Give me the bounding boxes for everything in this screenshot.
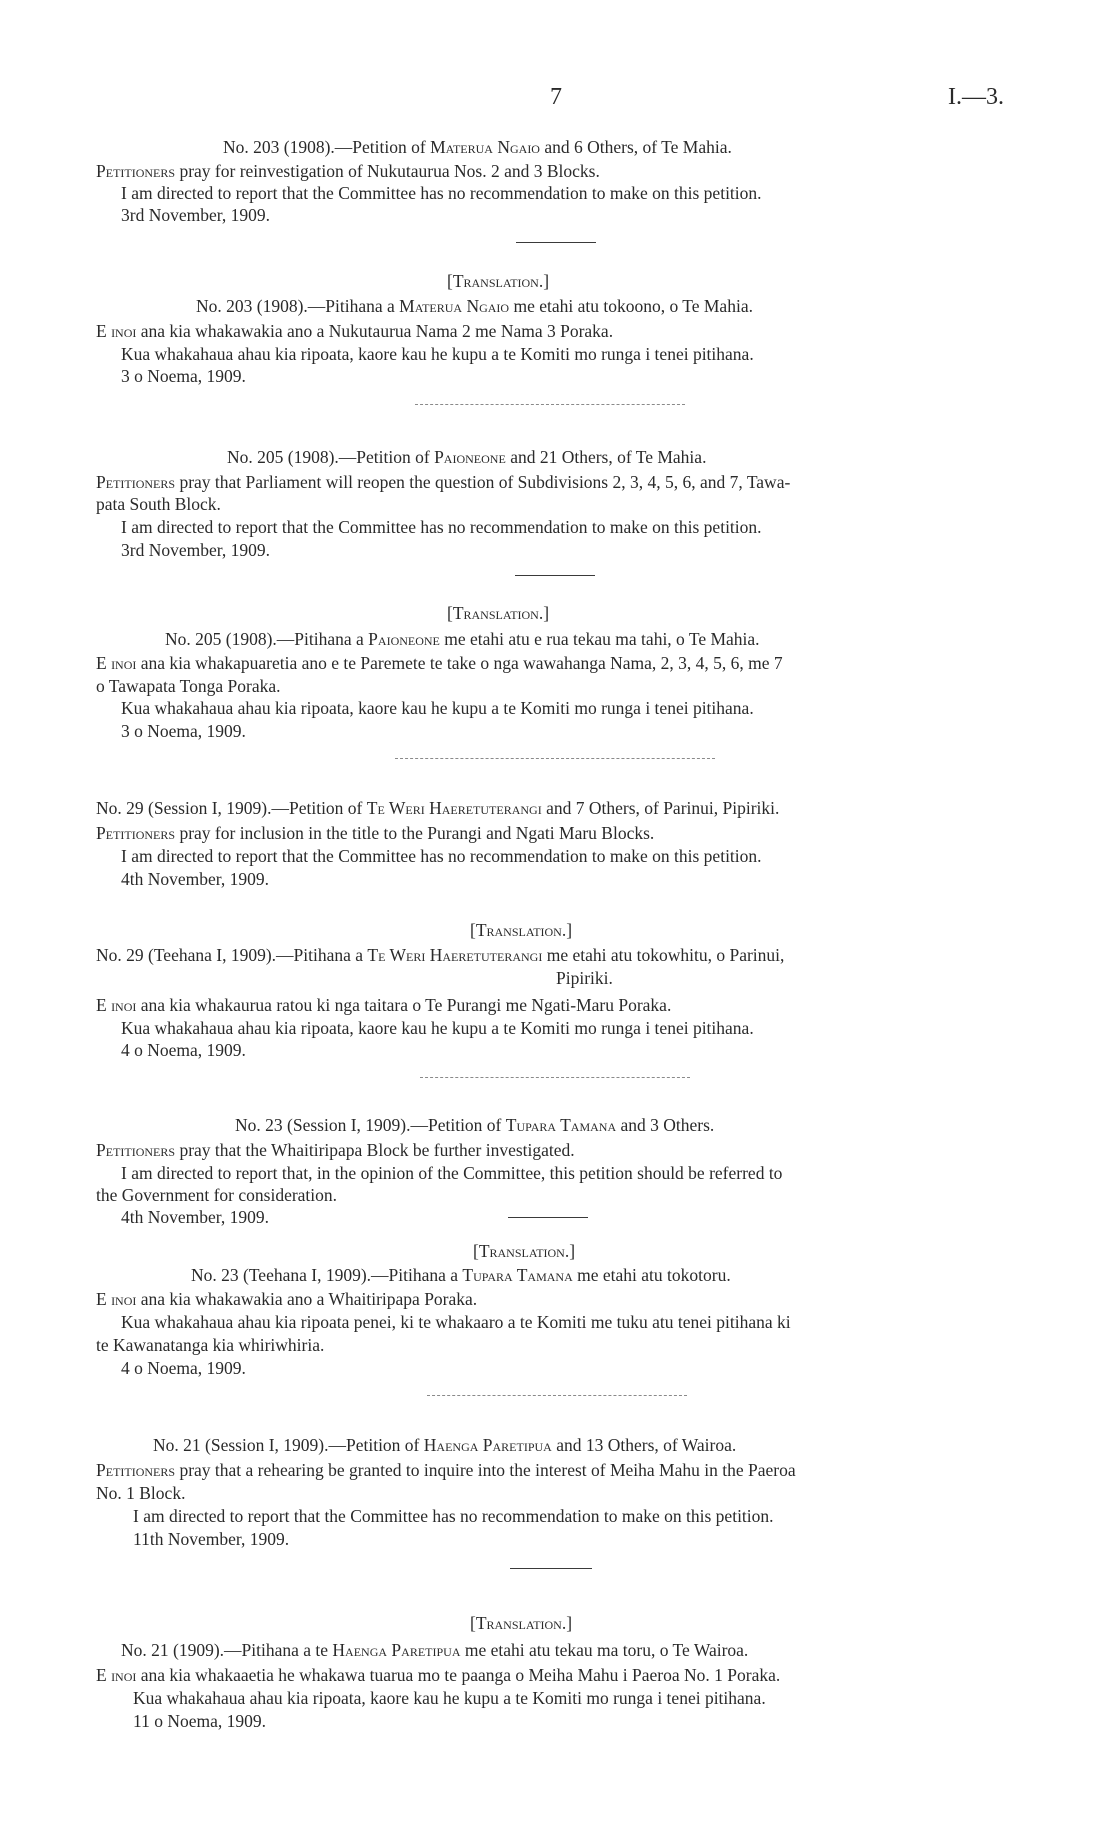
translation-label: [Translation.] [447,603,550,623]
petition-203-translation-heading: No. 203 (1908).—Pitihana a Materua Ngaio me etahi atu tokoono, o Te Mahia. [196,296,753,316]
petition-205-prayer: Petitioners pray that Parliament will reopen the question of Subdivisions 2, 3, 4, 5, 6, and 7, Tawa- [96,472,791,492]
petition-205-prayer-cont: pata South Block. [96,494,221,514]
petition-23-prayer: Petitioners pray that the Whaitiripapa Block be further investigated. [96,1140,575,1160]
petition-21-translation-report: Kua whakahaua ahau kia ripoata, kaore kau he kupu a te Komiti mo runga i tenei pitihana. [133,1688,766,1708]
translation-label: [Translation.] [470,920,573,940]
petition-29-translation-heading-cont: Pipiriki. [556,968,613,988]
petition-203-heading: No. 203 (1908).—Petition of Materua Ngaio and 6 Others, of Te Mahia. [223,137,732,157]
divider [510,1568,592,1569]
petition-205-translation-prayer-cont: o Tawapata Tonga Poraka. [96,676,281,696]
translation-label: [Translation.] [447,271,550,291]
petition-23-report: I am directed to report that, in the opinion of the Committee, this petition should be referred to [121,1163,783,1183]
petition-29-heading: No. 29 (Session I, 1909).—Petition of Te Weri Haeretuterangi and 7 Others, of Parinui, Pipiriki. [96,798,780,818]
page-number: 7 [550,84,562,110]
petition-29-translation-report: Kua whakahaua ahau kia ripoata, kaore kau he kupu a te Komiti mo runga i tenei pitihana. [121,1018,754,1038]
divider [516,242,596,243]
petition-23-translation-report-cont: te Kawanatanga kia whiriwhiria. [96,1335,325,1355]
petition-21-prayer-cont: No. 1 Block. [96,1483,186,1503]
translation-label: [Translation.] [473,1241,576,1261]
petition-29-report: I am directed to report that the Committee has no recommendation to make on this petition. [121,846,762,866]
petition-23-date: 4th November, 1909. [121,1207,270,1227]
petition-205-heading: No. 205 (1908).—Petition of Paioneone and 21 Others, of Te Mahia. [227,447,707,467]
petition-29-translation-date: 4 o Noema, 1909. [121,1040,246,1060]
petition-203-date: 3rd November, 1909. [121,205,270,225]
petition-29-prayer: Petitioners pray for inclusion in the title to the Purangi and Ngati Maru Blocks. [96,823,655,843]
section-separator [427,1395,687,1396]
petition-21-date: 11th November, 1909. [133,1529,290,1549]
petition-205-translation-report: Kua whakahaua ahau kia ripoata, kaore kau he kupu a te Komiti mo runga i tenei pitihana. [121,698,754,718]
petition-205-translation-heading: No. 205 (1908).—Pitihana a Paioneone me etahi atu e rua tekau ma tahi, o Te Mahia. [165,629,760,649]
translation-label: [Translation.] [470,1613,573,1633]
petition-203-prayer: Petitioners pray for reinvestigation of Nukutaurua Nos. 2 and 3 Blocks. [96,161,600,181]
divider [515,575,595,576]
petition-29-translation-prayer: E inoi ana kia whakaurua ratou ki nga taitara o Te Purangi me Ngati-Maru Poraka. [96,995,672,1015]
page-reference: I.—3. [948,84,1004,110]
petition-205-translation-prayer: E inoi ana kia whakapuaretia ano e te Paremete te take o nga wawahanga Nama, 2, 3, 4, 5, 6, me 7 [96,653,783,673]
petition-21-prayer: Petitioners pray that a rehearing be granted to inquire into the interest of Meiha Mahu in the Paeroa [96,1460,796,1480]
section-separator [420,1077,690,1078]
petition-21-translation-date: 11 o Noema, 1909. [133,1711,267,1731]
petition-21-heading: No. 21 (Session I, 1909).—Petition of Haenga Paretipua and 13 Others, of Wairoa. [153,1435,737,1455]
petition-29-date: 4th November, 1909. [121,869,270,889]
petition-23-heading: No. 23 (Session I, 1909).—Petition of Tupara Tamana and 3 Others. [235,1115,715,1135]
section-separator [395,758,715,759]
petition-23-translation-heading: No. 23 (Teehana I, 1909).—Pitihana a Tupara Tamana me etahi atu tokotoru. [191,1265,731,1285]
petition-21-translation-heading: No. 21 (1909).—Pitihana a te Haenga Paretipua me etahi atu tekau ma toru, o Te Wairoa. [121,1640,749,1660]
petition-205-translation-date: 3 o Noema, 1909. [121,721,246,741]
petition-21-report: I am directed to report that the Committee has no recommendation to make on this petition. [133,1506,774,1526]
petition-203-report: I am directed to report that the Committee has no recommendation to make on this petition. [121,183,762,203]
petitioner-name: Materua Ngaio [430,137,540,157]
petition-203-translation-report: Kua whakahaua ahau kia ripoata, kaore kau he kupu a te Komiti mo runga i tenei pitihana. [121,344,754,364]
petition-205-date: 3rd November, 1909. [121,540,270,560]
divider [508,1217,588,1218]
section-separator [415,404,685,405]
petition-203-translation-date: 3 o Noema, 1909. [121,366,246,386]
petition-23-report-cont: the Government for consideration. [96,1185,338,1205]
petition-23-translation-report: Kua whakahaua ahau kia ripoata penei, ki te whakaaro a te Komiti me tuku atu tenei pitihana ki [121,1312,791,1332]
petition-203-translation-prayer: E inoi ana kia whakawakia ano a Nukutaurua Nama 2 me Nama 3 Poraka. [96,321,614,341]
petition-23-translation-prayer: E inoi ana kia whakawakia ano a Whaitiripapa Poraka. [96,1289,478,1309]
petition-29-translation-heading: No. 29 (Teehana I, 1909).—Pitihana a Te Weri Haeretuterangi me etahi atu tokowhitu, o Parinui, [96,945,785,965]
petition-205-report: I am directed to report that the Committee has no recommendation to make on this petition. [121,517,762,537]
petition-23-translation-date: 4 o Noema, 1909. [121,1358,246,1378]
petition-21-translation-prayer: E inoi ana kia whakaaetia he whakawa tuarua mo te paanga o Meiha Mahu i Paeroa No. 1 Poraka. [96,1665,781,1685]
